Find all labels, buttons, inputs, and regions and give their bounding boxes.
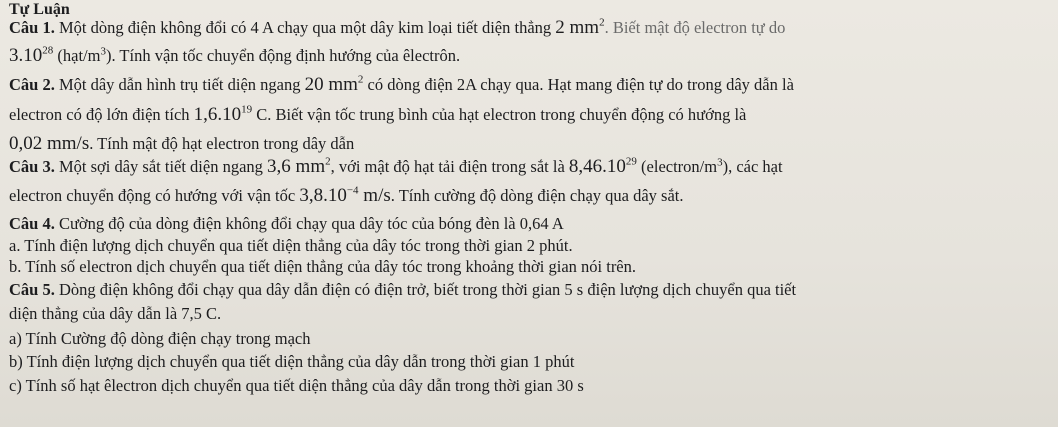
question-3-text-2b: . Tính cường độ dòng điện chạy qua dây sắt.: [390, 186, 684, 205]
question-2-charge: 1,6.10$^{19}$: [193, 103, 253, 125]
question-2-line-3: [9, 134, 354, 154]
question-2-line-1: [9, 75, 794, 95]
question-1-area: 2 $mm^2$: [555, 16, 605, 38]
question-3-label: Câu 3.: [9, 157, 55, 176]
question-3-line-2: [9, 186, 684, 206]
question-5-line-1: [9, 280, 796, 300]
question-3-text-1c: ), các hạt: [722, 157, 783, 176]
question-3-line-1: [9, 157, 783, 177]
question-1-density: 3.10$^{28}$: [9, 44, 54, 66]
question-2-text-1a: Một dây dẫn hình trụ tiết diện ngang: [54, 75, 305, 94]
question-5-line-2: diện thẳng của dây dẫn là 7,5 C.: [9, 304, 222, 323]
question-2-line-2: [9, 105, 746, 125]
question-1-density-unit: ($hạt/m^3$: [53, 45, 106, 65]
question-3-density: 8,46.10$^{29}$: [568, 155, 637, 177]
question-2-area: 20 $mm^2$: [304, 73, 364, 95]
question-3-speed: $3,8.10^{-4}$ m/s: [299, 184, 391, 206]
question-5-text-1: Dòng điện không đổi chạy qua dây dẫn điện có điện trở, biết trong thời gian 5 s điện lượng dịch chuyển qua tiết: [54, 280, 797, 299]
question-4-label: Câu 4.: [9, 214, 55, 233]
question-3-text-1b: , với mật độ hạt tải điện trong sắt là: [330, 157, 569, 176]
question-3-text-2a: electron chuyển động có hướng với vận tốc: [9, 186, 300, 205]
question-1-text-2: ). Tính vận tốc chuyển động định hướng của êlectrôn.: [105, 46, 461, 65]
section-title: Tự Luận: [9, 1, 70, 18]
question-1-line-1: [9, 18, 785, 38]
question-4-text-1: Cường độ của dòng điện không đổi chạy qua dây tóc của bóng đèn là 0,64 A: [54, 214, 564, 233]
question-2-text-2a: electron có độ lớn điện tích: [9, 105, 194, 124]
question-2-speed: 0,02 mm/s: [9, 133, 90, 154]
question-1-text-1: Một dòng điện không đổi có 4 A chạy qua một dây kim loại tiết diện thẳng: [54, 18, 556, 37]
question-1-label: Câu 1.: [9, 18, 55, 37]
question-2-label: Câu 2.: [9, 75, 55, 94]
question-2-text-3: . Tính mật độ hạt electron trong dây dẫn: [89, 134, 355, 153]
question-4-part-a: a. Tính điện lượng dịch chuyển qua tiết diện thẳng của dây tóc trong thời gian 2 phút.: [9, 236, 573, 255]
question-3-area: 3,6 $mm^2$: [267, 155, 331, 177]
question-5-part-b: b) Tính điện lượng dịch chuyển qua tiết diện thẳng của dây dẫn trong thời gian 1 phút: [9, 352, 575, 371]
question-2-text-1b: có dòng điện 2A chạy qua. Hạt mang điện tự do trong dây dẫn là: [363, 75, 794, 94]
question-4-line-1: [9, 214, 564, 234]
question-1-tail: . Biết mật độ electron tự do: [604, 18, 786, 37]
question-5-part-c: c) Tính số hạt êlectron dịch chuyển qua tiết diện thẳng của dây dẫn trong thời gian 30 s: [9, 376, 584, 395]
question-1-line-2: [9, 46, 460, 66]
question-2-text-2b: C. Biết vận tốc trung bình của hạt electron trong chuyển động có hướng là: [252, 105, 747, 124]
question-5-part-a: a) Tính Cường độ dòng điện chạy trong mạch: [9, 329, 311, 348]
question-3-text-1a: Một sợi dây sắt tiết diện ngang: [54, 157, 268, 176]
question-3-density-unit: ($electron/m^3$: [636, 156, 723, 176]
question-5-label: Câu 5.: [9, 280, 55, 299]
question-4-part-b: b. Tính số electron dịch chuyển qua tiết diện thẳng của dây tóc trong khoảng thời gian nói trên.: [9, 257, 637, 276]
